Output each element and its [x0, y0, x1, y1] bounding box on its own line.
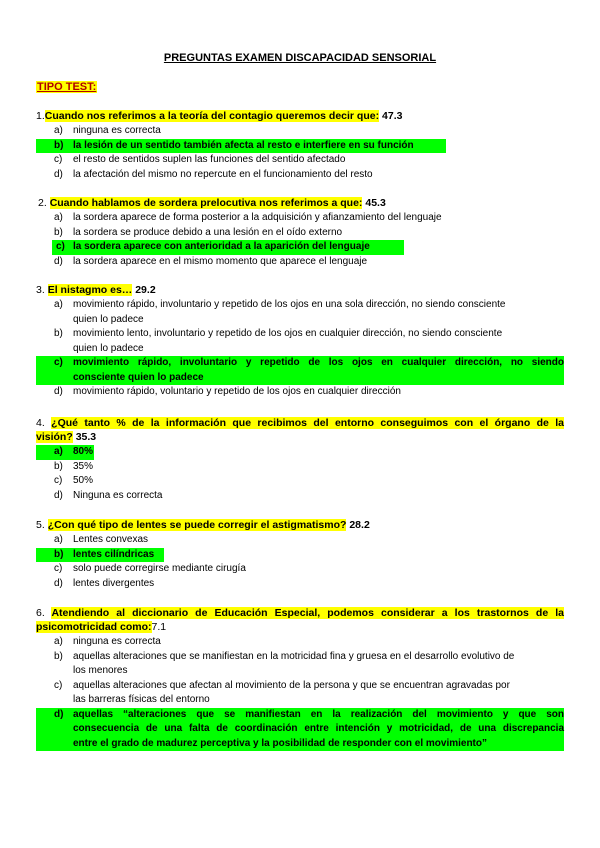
question-6-header	[36, 606, 564, 634]
page-title: PREGUNTAS EXAMEN DISCAPACIDAD SENSORIAL	[163, 52, 437, 64]
question-5-header	[36, 518, 564, 532]
question-2-header	[36, 196, 564, 210]
question-number: 4.	[36, 417, 45, 429]
section-label: TIPO TEST:	[37, 81, 97, 93]
option-c: c) solo puede corregirse mediante cirugía	[54, 563, 246, 574]
question-number: 3.	[36, 284, 45, 296]
option-b-correct: b) lentes cilíndricas	[36, 548, 164, 563]
question-number: 6.	[36, 607, 45, 619]
question-3	[36, 283, 564, 400]
question-1-header	[36, 109, 564, 123]
question-number: 2.	[38, 197, 47, 209]
option-d: d) la sordera aparece en el mismo momento que aparece el lenguaje	[54, 255, 368, 267]
question-score: 7.1	[151, 621, 167, 633]
option-c-correct: c) movimiento rápido, involuntario y repetido de los ojos en cualquier dirección, no siendo consciente quien lo padece	[36, 356, 564, 385]
option-a: a) la sordera aparece de forma posterior a la adquisición y afianzamiento del lenguaje	[54, 212, 442, 223]
question-number: 1.	[36, 110, 45, 122]
option-c: c) aquellas alteraciones que afectan al movimiento de la persona y que se encuentran agravadas por las barreras físicas del entorno	[54, 679, 510, 705]
option-d: d) Ninguna es correcta	[54, 489, 163, 501]
question-text: Atendiendo al diccionario de Educación Especial, podemos considerar a los trastornos de la	[51, 607, 565, 619]
question-5	[36, 518, 564, 591]
option-c: c) 50%	[54, 475, 94, 486]
question-score: 45.3	[365, 197, 386, 209]
option-a: a) Lentes convexas	[54, 534, 149, 545]
question-score: 47.3	[382, 110, 403, 122]
question-text: Cuando nos referimos a la teoría del contagio queremos decir que:	[44, 110, 380, 122]
option-d-correct: d) aquellas “alteraciones que se manifiestan en la realización del movimiento y que son consecuencia de una falta de coordinación entre intención y motricidad, de una discrepancia entre el grado de madurez perceptiva y la posibilidad de responder con el movimiento”	[36, 708, 564, 752]
question-6	[36, 606, 564, 751]
option-b: b) 35%	[54, 460, 94, 472]
question-score: 35.3	[75, 431, 97, 443]
option-a: a) movimiento rápido, involuntario y repetido de los ojos en una sola dirección, no siendo consciente quien lo padece	[54, 299, 506, 325]
question-score: 28.2	[349, 519, 370, 531]
question-4-header	[36, 416, 564, 444]
question-2	[36, 196, 564, 269]
option-b: b) aquellas alteraciones que se manifiestan en la motricidad fina y gruesa en el desarrollo evolutivo de los menores	[54, 650, 515, 676]
option-d: d) movimiento rápido, voluntario y repetido de los ojos en cualquier dirección	[54, 386, 401, 397]
question-4	[36, 416, 564, 503]
option-d: d) la afectación del mismo no repercute en el funcionamiento del resto	[54, 168, 373, 180]
question-text: El nistagmo es…	[47, 284, 133, 296]
option-c: c) el resto de sentidos suplen las funciones del sentido afectado	[54, 154, 346, 165]
question-number: 5.	[36, 519, 45, 531]
question-text: Cuando hablamos de sordera prelocutiva nos referimos a que:	[49, 197, 363, 209]
option-b-correct: b) la lesión de un sentido también afecta al resto e interfiere en su función	[36, 139, 446, 154]
question-score: 29.2	[135, 284, 156, 296]
question-text-cont: visión?	[36, 431, 73, 443]
option-a: a) ninguna es correcta	[54, 636, 161, 647]
option-b: b) movimiento lento, involuntario y repetido de los ojos en cualquier dirección, no siendo consciente quien lo padece	[54, 328, 503, 354]
question-text: ¿Qué tanto % de la información que recibimos del entorno conseguimos con el órgano de la	[51, 417, 565, 429]
question-text: ¿Con qué tipo de lentes se puede corregir el astigmatismo?	[47, 519, 347, 531]
question-text-cont: psicomotricidad como:	[36, 621, 152, 633]
option-d: d) lentes divergentes	[54, 577, 155, 589]
option-a: a) ninguna es correcta	[54, 125, 161, 136]
option-a-correct: a) 80%	[36, 445, 94, 460]
question-3-header	[36, 283, 564, 297]
question-1	[36, 109, 564, 182]
option-b: b) la sordera se produce debido a una lesión en el oído externo	[54, 226, 343, 238]
option-c-correct: c) la sordera aparece con anterioridad a la aparición del lenguaje	[52, 240, 404, 255]
